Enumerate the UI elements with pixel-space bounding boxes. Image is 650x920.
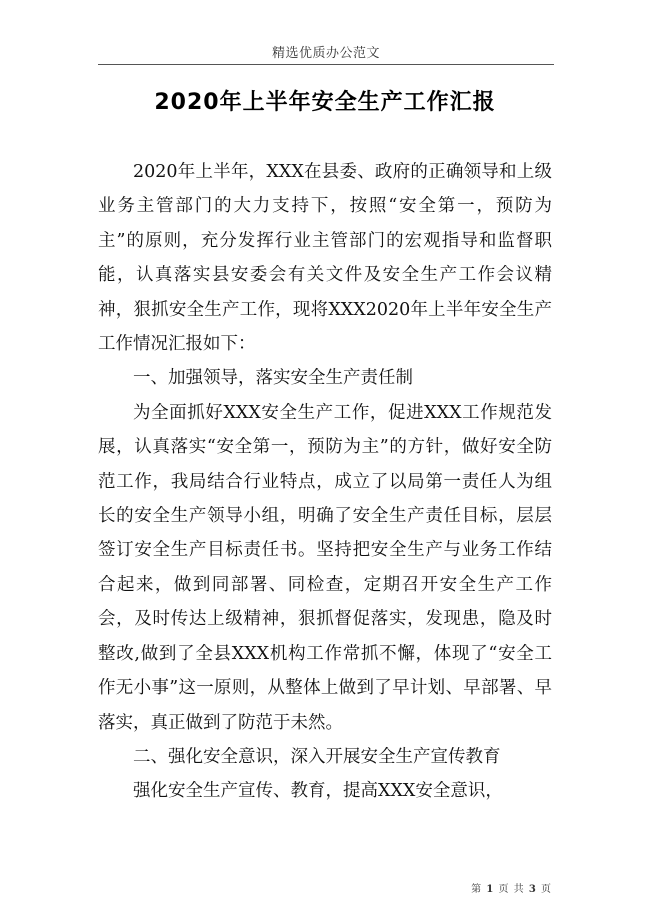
page-header: 精选优质办公范文 <box>271 46 380 61</box>
section-1-paragraph: 为全面抓好XXX安全生产工作，促进XXX工作规范发展，认真落实“安全第一，预防为主”的方针，做好安全防范工作，我局结合行业特点，成立了以局第一责任人为组长的安全生产领导小组，明确了安全生产责任目标，层层签订安全生产目标责任书。坚持把安全生产与业务工作结合起来，做到同部署、同检查，定期召开安全生产工作会，及时传达上级精神，狠抓督促落实，发现患，隐及时整改,做到了全县XXX机构工作常抓不懈，体现了“安全工作无小事”这一原则，从整体上做到了早计划、早部署、早落实，真正做到了防范于未然。 <box>98 402 552 733</box>
header-divider <box>98 64 554 65</box>
footer-middle: 页 共 <box>498 884 525 895</box>
section-heading-2: 二、强化安全意识，深入开展安全生产宣传教育 <box>133 746 501 767</box>
intro-paragraph: 2020年上半年，XXX在县委、政府的正确领导和上级业务主管部门的大力支持下，按照“安全第一，预防为主”的原则，充分发挥行业主管部门的宏观指导和监督职能，认真落实县安委会有关文件及安全生产工作会议精神，狠抓安全生产工作，现将XXX2020年上半年安全生产工作情况汇报如下： <box>98 162 552 355</box>
section-2-paragraph: 强化安全生产宣传、教育，提高XXX安全意识， <box>133 781 503 802</box>
current-page-number: 1 <box>486 884 495 895</box>
section-heading-1: 一、加强领导，落实安全生产责任制 <box>133 368 413 389</box>
footer-suffix: 页 <box>541 884 552 895</box>
page-footer <box>440 880 552 895</box>
document-title: 2020年上半年安全生产工作汇报 <box>154 90 496 115</box>
document-body <box>98 155 552 809</box>
footer-prefix: 第 <box>471 884 483 895</box>
total-pages-number: 3 <box>528 884 537 895</box>
